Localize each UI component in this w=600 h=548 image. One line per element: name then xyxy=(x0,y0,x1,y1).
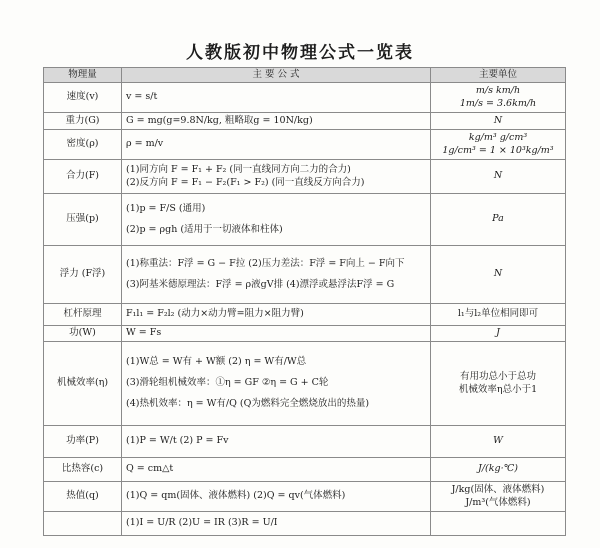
table-row-pressure xyxy=(44,194,566,246)
table-row-heat xyxy=(44,458,566,482)
table-row-calorific xyxy=(44,482,566,512)
formula-line: (1)称重法：F浮 = G − F拉 (2)压力差法：F浮 = F向上 − F向下 xyxy=(126,257,405,269)
table-row-power xyxy=(44,426,566,458)
unit-line: N xyxy=(493,170,503,182)
unit-line: W xyxy=(493,435,503,447)
formula-line: (1)W总 = W有 + W额 (2) η = W有/W总 xyxy=(126,356,307,368)
quantity-cell: 密度(ρ) xyxy=(44,130,122,160)
formula-line: G = mg(g=9.8N/kg, 粗略取g = 10N/kg) xyxy=(126,114,313,126)
quantity-cell xyxy=(44,512,122,536)
quantity-cell: 热值(q) xyxy=(44,482,122,512)
unit-line: 1g/cm³ = 1 × 10³kg/m³ xyxy=(442,144,554,156)
formula-line: v = s/t xyxy=(126,91,158,103)
quantity-cell: 杠杆原理 xyxy=(44,304,122,326)
unit-line: N xyxy=(493,268,503,280)
formula-line: (2)p = ρgh (适用于一切液体和柱体) xyxy=(126,223,283,235)
formula-line: (1)I = U/R (2)U = IR (3)R = U/I xyxy=(126,517,278,529)
unit-cell xyxy=(431,458,566,482)
quantity-cell: 重力(G) xyxy=(44,113,122,130)
formula-cell xyxy=(122,194,431,246)
unit-cell xyxy=(431,342,566,426)
table-row-ohm xyxy=(44,512,566,536)
unit-line: J xyxy=(496,327,500,339)
table-row-lever xyxy=(44,304,566,326)
page-title: 人教版初中物理公式一览表 xyxy=(186,43,414,63)
table-row-density xyxy=(44,130,566,160)
quantity-cell: 速度(v) xyxy=(44,83,122,113)
unit-cell xyxy=(431,426,566,458)
unit-cell xyxy=(431,482,566,512)
unit-cell xyxy=(431,113,566,130)
formula-cell xyxy=(122,326,431,342)
formula-line: (4)热机效率：η = W有/Q (Q为燃料完全燃烧放出的热量) xyxy=(126,397,370,409)
unit-line: N xyxy=(493,114,503,126)
unit-line: 1m/s = 3.6km/h xyxy=(459,97,537,109)
formula-cell xyxy=(122,482,431,512)
table-row-work xyxy=(44,326,566,342)
quantity-cell: 合力(F) xyxy=(44,160,122,194)
formula-cell xyxy=(122,342,431,426)
unit-line: m/s km/h xyxy=(475,84,521,96)
formula-line: (1)同方向 F = F₁ + F₂ (同一直线同方向二力的合力) xyxy=(126,163,351,175)
formula-line: (1)P = W/t (2) P = Fv xyxy=(126,435,229,447)
formula-line: W = Fs xyxy=(126,327,162,339)
formula-line: (3)滑轮组机械效率：①η = GF ②η = G + C轮 xyxy=(126,377,329,389)
unit-line: J/m³(气体燃料) xyxy=(465,496,531,508)
formula-cell xyxy=(122,512,431,536)
table-row-force xyxy=(44,160,566,194)
formula-cell xyxy=(122,458,431,482)
table-header-row xyxy=(44,68,566,83)
formula-line: (3)阿基米德原理法：F浮 = ρ液gV排 (4)漂浮或悬浮法F浮 = G xyxy=(126,278,395,290)
formula-cell xyxy=(122,83,431,113)
formula-table xyxy=(43,67,566,536)
formula-line: (1)Q = qm(固体、液体燃料) (2)Q = qv(气体燃料) xyxy=(126,490,346,502)
quantity-cell: 浮力 (F浮) xyxy=(44,246,122,304)
formula-cell xyxy=(122,130,431,160)
quantity-cell: 功(W) xyxy=(44,326,122,342)
unit-cell xyxy=(431,83,566,113)
table-row-gravity xyxy=(44,113,566,130)
header-formula: 主 要 公 式 xyxy=(122,68,431,83)
formula-cell xyxy=(122,246,431,304)
unit-line: 有用功总小于总功 xyxy=(459,370,536,382)
table-row-buoyancy xyxy=(44,246,566,304)
unit-line: J/kg(固体、液体燃料) xyxy=(451,483,545,495)
unit-cell xyxy=(431,246,566,304)
formula-line: Q = cm△t xyxy=(126,463,174,475)
unit-cell xyxy=(431,512,566,536)
table-row-efficiency xyxy=(44,342,566,426)
formula-line: ρ = m/v xyxy=(126,138,164,150)
unit-line: kg/m³ g/cm³ xyxy=(468,131,528,143)
formula-line: (2)反方向 F = F₁ − F₂(F₁ > F₂) (同一直线反方向合力) xyxy=(126,176,365,188)
unit-cell xyxy=(431,194,566,246)
header-unit: 主要单位 xyxy=(431,68,566,83)
unit-cell xyxy=(431,326,566,342)
formula-cell xyxy=(122,160,431,194)
quantity-cell: 功率(P) xyxy=(44,426,122,458)
formula-line: (1)p = F/S (通用) xyxy=(126,202,206,214)
unit-line: J/(kg·℃) xyxy=(478,463,518,475)
table-row-speed xyxy=(44,83,566,113)
unit-line: Pa xyxy=(492,213,504,225)
quantity-cell: 比热容(c) xyxy=(44,458,122,482)
formula-line: F₁l₁ = F₂l₂ (动力×动力臂=阻力×阻力臂) xyxy=(126,308,304,320)
unit-line: l₁与l₂单位相同即可 xyxy=(457,308,539,320)
formula-cell xyxy=(122,304,431,326)
header-quantity: 物理量 xyxy=(44,68,122,83)
unit-cell xyxy=(431,160,566,194)
unit-cell xyxy=(431,304,566,326)
unit-line: 机械效率η总小于1 xyxy=(458,383,538,395)
formula-cell xyxy=(122,426,431,458)
formula-cell xyxy=(122,113,431,130)
quantity-cell: 机械效率(η) xyxy=(44,342,122,426)
quantity-cell: 压强(p) xyxy=(44,194,122,246)
unit-cell xyxy=(431,130,566,160)
